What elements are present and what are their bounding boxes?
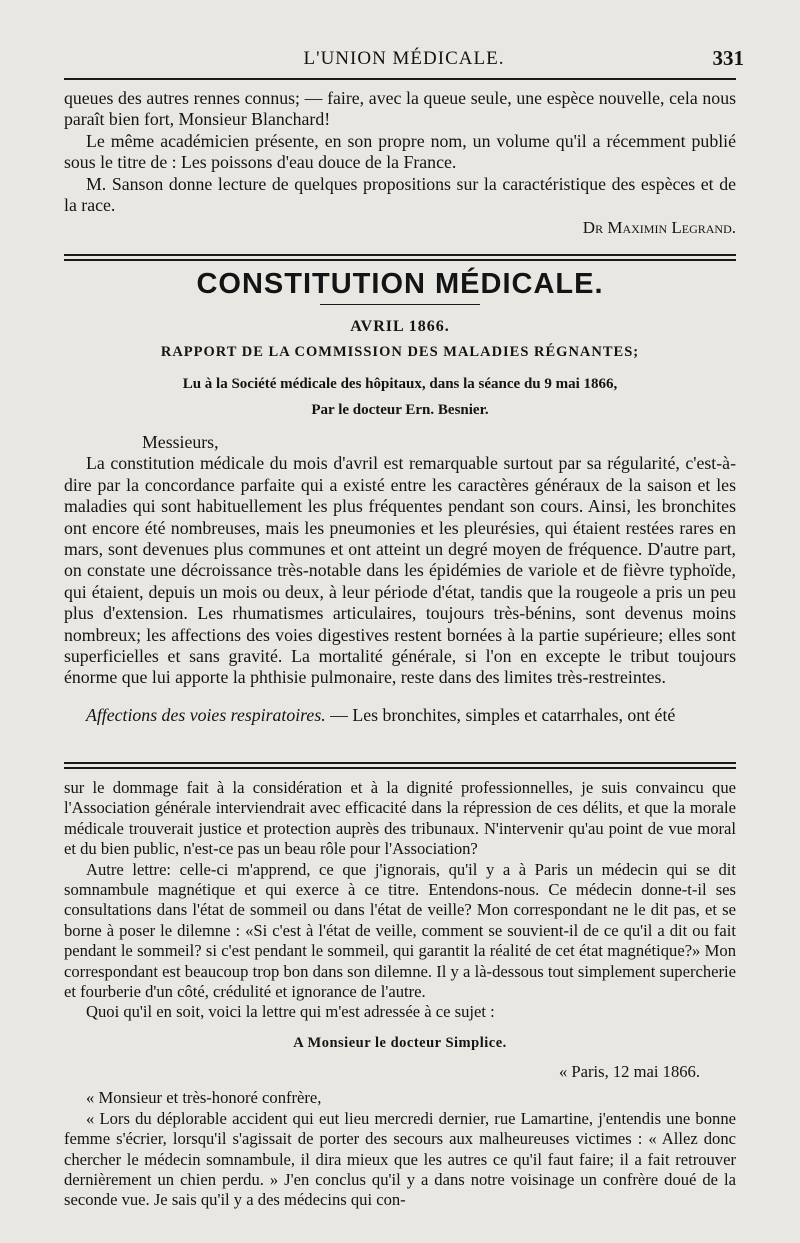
feuilleton-paragraph-3: Quoi qu'il en soit, voici la lettre qui m'est adressée à ce sujet : <box>86 1002 495 1022</box>
letter-opening: « Monsieur et très-honoré confrère, <box>86 1088 322 1108</box>
intro-text <box>64 88 736 238</box>
intro-paragraph-2: Le même académicien présente, en son propre nom, un volume qu'il a récemment publié sous le titre de : Les poissons d'eau douce de la France. <box>64 130 736 173</box>
feuilleton-paragraph-1: sur le dommage fait à la considération et à la dignité professionnelles, je suis convaincu que l'Association générale interviendrait avec efficacité dans la répression de ces délits, et que la morale médicale trouverait justice et protection auprès des tribunaux. N'intervenir qu'au point de vue moral et du bien public, n'est-ce pas un beau rôle pour l'Association? <box>64 778 736 859</box>
report-read-at: Lu à la Société médicale des hôpitaux, dans la séance du 9 mai 1866, <box>182 376 618 392</box>
report-heading: RAPPORT DE LA COMMISSION DES MALADIES RÉGNANTES; <box>160 344 640 360</box>
respiratory-line <box>64 705 736 726</box>
letter-body: « Lors du déplorable accident qui eut lieu mercredi dernier, rue Lamartine, j'entendis une bonne femme s'écrier, lorsqu'il s'agissait de porter des secours aux malheureuses victimes : « Allez donc chercher le médecin somnambule, il dira mieux que les autres ce qu'il faut faire; il a fait retrouver dernièrement un chien perdu. » J'en conclus qu'il y a dans notre voisinage un confrère doué de la seconde vue. Je sais qu'il y a des médecins qui con- <box>64 1108 736 1210</box>
letter-dateline: « Paris, 12 mai 1866. <box>558 1061 700 1081</box>
journal-title: L'UNION MÉDICALE. <box>303 48 505 69</box>
respiratory-subheading: Affections des voies respiratoires. <box>86 704 326 725</box>
feuilleton-text <box>64 778 736 1211</box>
intro-paragraph-3: M. Sanson donne lecture de quelques propositions sur la caractéristique des espèces et de la race. <box>64 173 736 216</box>
section-title: CONSTITUTION MÉDICALE. <box>196 268 604 300</box>
respiratory-text: — Les bronchites, simples et catarrhales, ont été <box>330 704 676 725</box>
report-author: Par le docteur Ern. Besnier. <box>311 402 489 418</box>
title-underline <box>320 304 480 305</box>
feuilleton-divider <box>64 762 736 772</box>
author-signature: Dr Maximin Legrand. <box>582 218 736 238</box>
report-month: AVRIL 1866. <box>350 318 450 335</box>
constitution-body: La constitution médicale du mois d'avril est remarquable surtout par sa régularité, c'est-à-dire par la concordance parfaite qui a existé entre les caractères généraux de la saison et les maladies qui sont habituellement les plus fréquentes pendant son cours. Ainsi, les bronchites ont encore été nombreuses, mais les pneumonies et les pleurésies, qui étaient restées rares en mars, sont devenues plus communes et ont atteint un degré moyen de fréquence. D'autre part, on constate une décroissance très-notable dans les épidémies de variole et de fièvre typhoïde, qui étaient, depuis un mois ou deux, à leur période d'état, tandis que la rougeole a pris un peu plus d'extension. Les rhumatismes articulaires, toujours très-bénins, sont devenus moins nombreux; les affections des voies digestives restent bornées à la partie supérieure; elles sont superficielles et sans gravité. La mortalité générale, si l'on en excepte le tribut toujours énorme que lui apporte la phthisie pulmonaire, reste dans des limites très-restreintes. <box>64 453 736 688</box>
salutation: Messieurs, <box>142 432 219 452</box>
header-rule <box>64 78 736 80</box>
running-head <box>64 44 744 74</box>
feuilleton-paragraph-2: Autre lettre: celle-ci m'apprend, ce que j'ignorais, qu'il y a à Paris un médecin qui se dit somnambule magnétique et qui exerce à ce titre. Entendons-nous. Ce médecin donne-t-il ses consultations dans l'état de sommeil ou dans l'état de veille? Mon correspondant ne le dit pas, et se borne à poser le dilemne : «Si c'est à l'état de veille, comment se souvient-il de ce qu'il a dit ou fait pendant le sommeil? si c'est pendant le sommeil, qui garantit la réalité de cet état magnétique?» Mon correspondant est beaucoup trop bon dans son dilemne. Il y a là-dessous tout simplement supercherie et fourberie d'un côté, crédulité et ignorance de l'autre. <box>64 859 736 1002</box>
intro-paragraph-1: queues des autres rennes connus; — faire, avec la queue seule, une espèce nouvelle, cela nous paraît bien fort, Monsieur Blanchard! <box>64 88 736 130</box>
section-divider <box>64 254 736 264</box>
constitution-text <box>64 432 736 726</box>
letter-addressee: A Monsieur le docteur Simplice. <box>293 1034 507 1051</box>
page-number: 331 <box>712 46 744 70</box>
